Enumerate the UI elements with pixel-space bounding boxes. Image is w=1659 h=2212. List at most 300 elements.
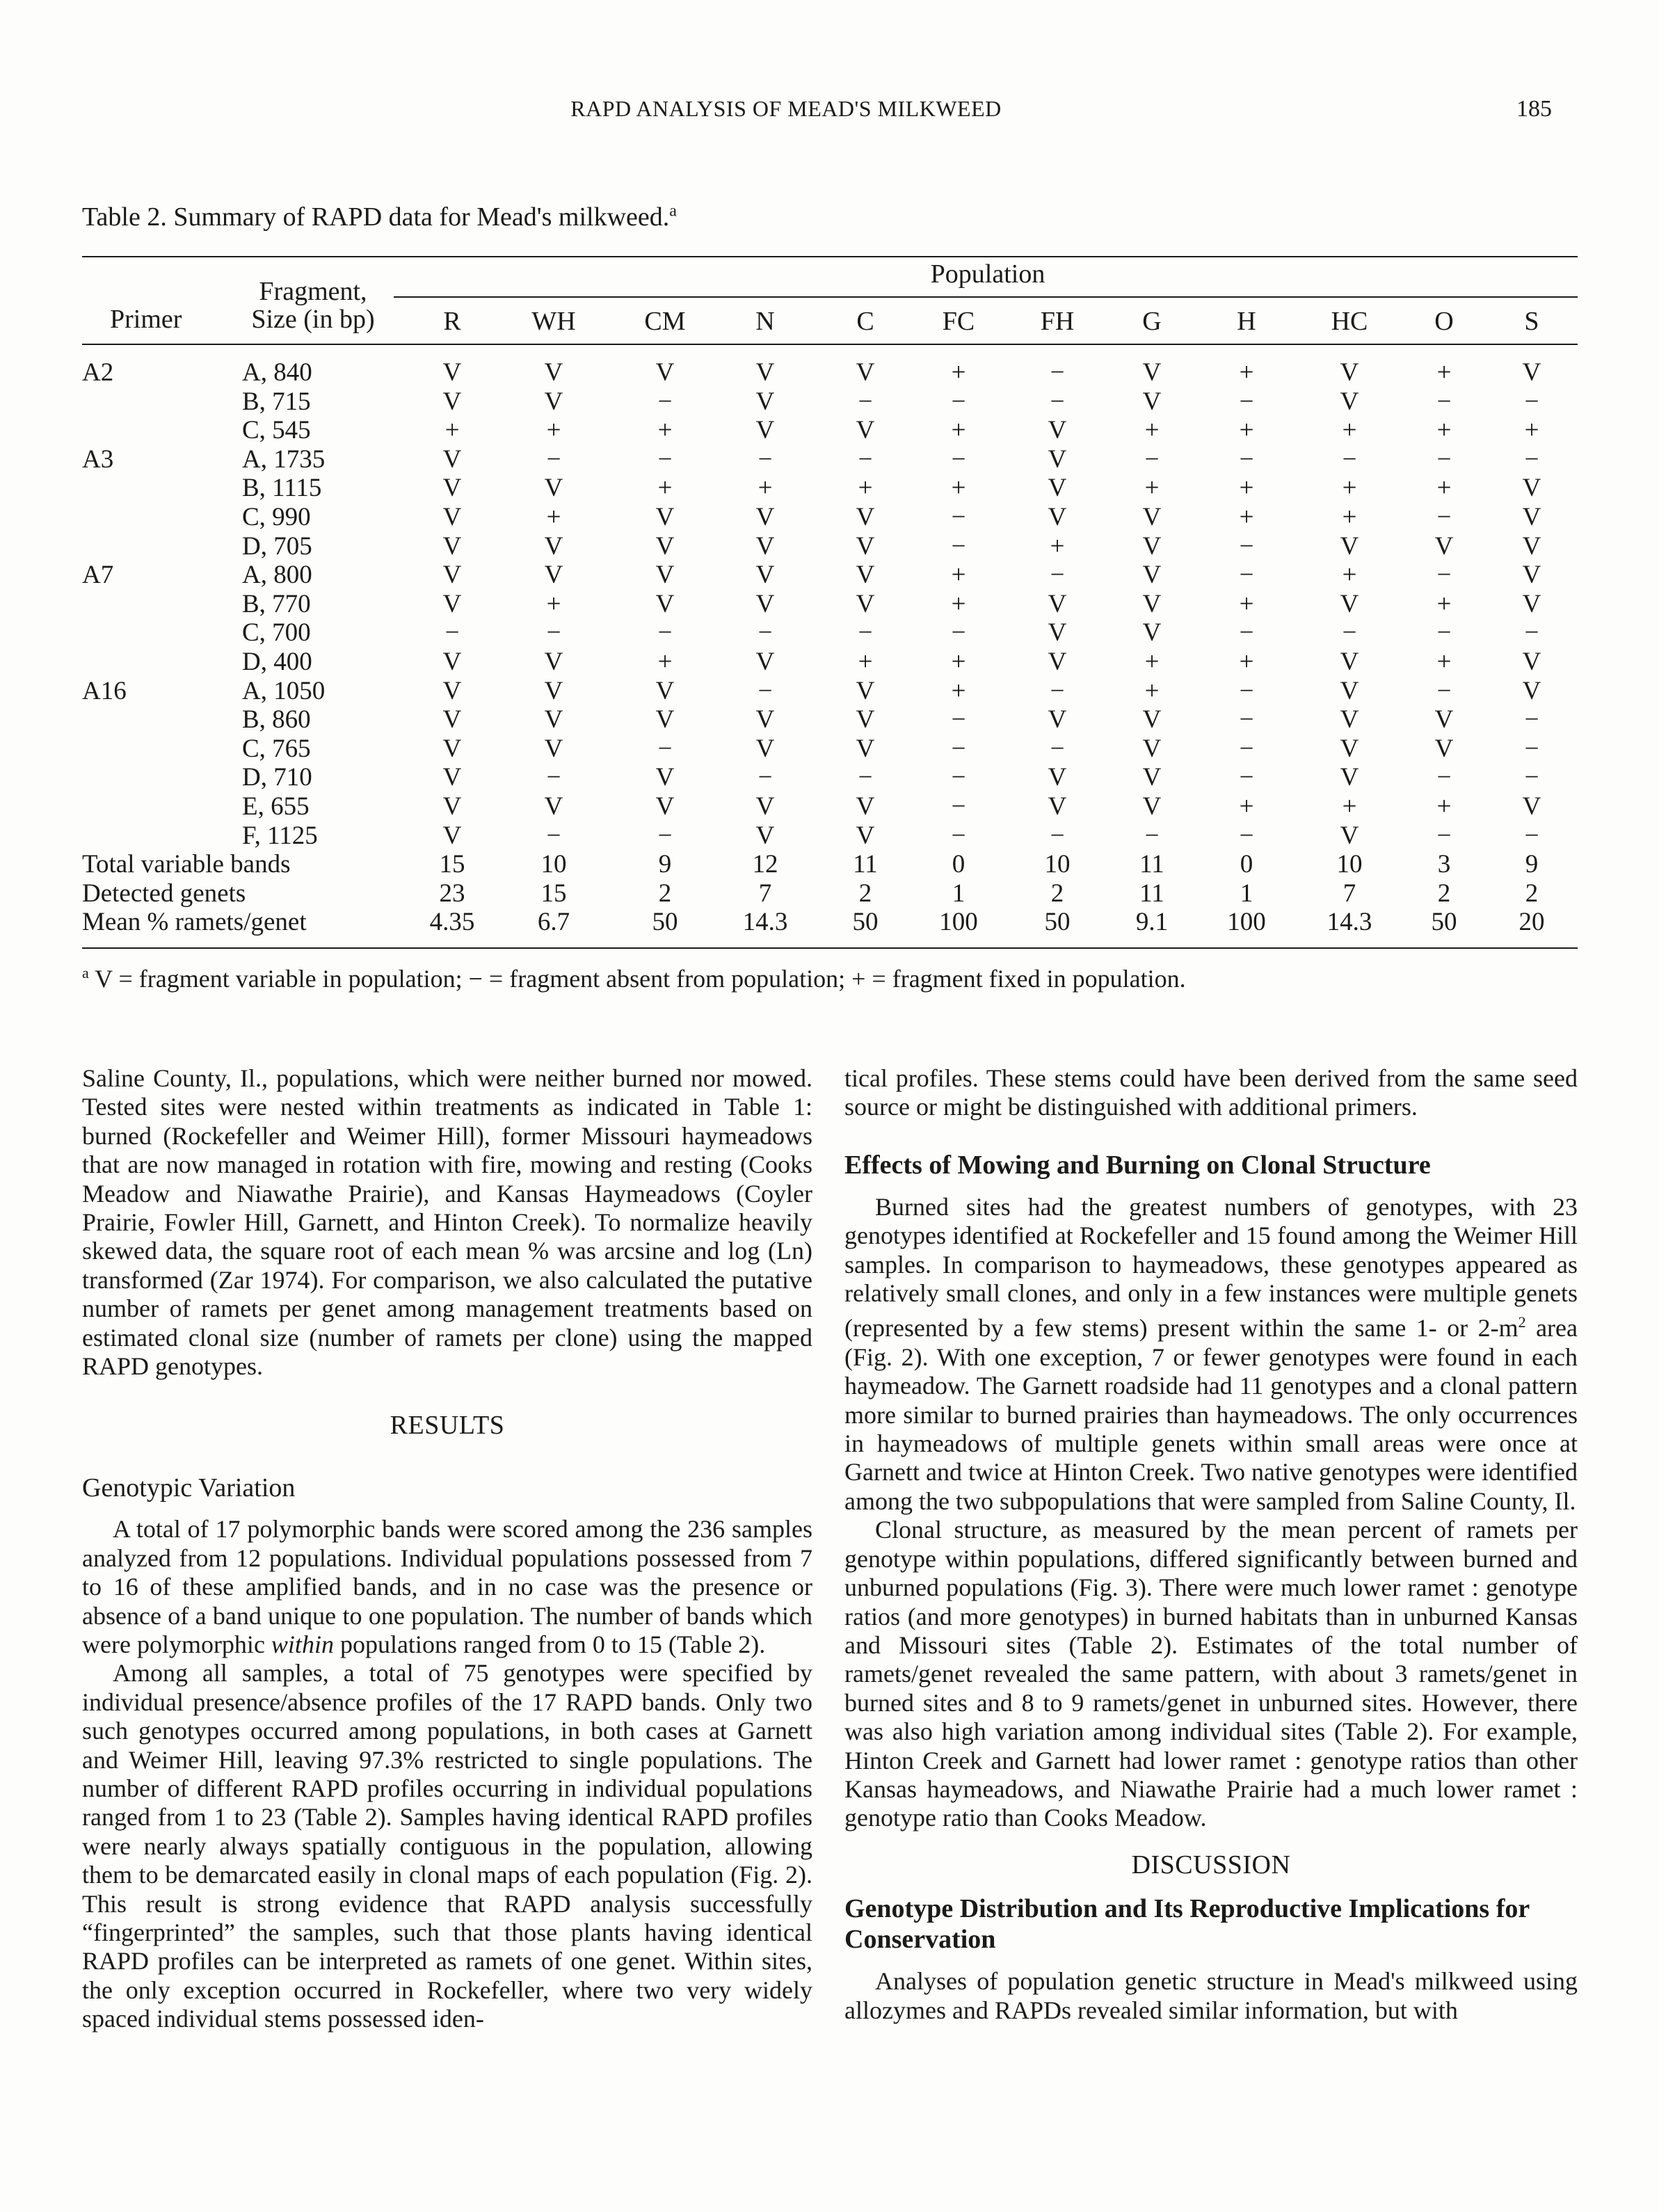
value-cell: +: [858, 647, 873, 676]
value-cell: V: [1434, 705, 1454, 735]
value-cell: V: [755, 705, 775, 735]
summary-row: [0, 879, 1659, 908]
value-cell: −: [1436, 763, 1452, 792]
value-cell: −: [657, 821, 673, 850]
value-cell: V: [1522, 531, 1541, 561]
value-cell: −: [1239, 676, 1254, 705]
value-cell: +: [1342, 416, 1357, 445]
value-cell: +: [1436, 474, 1452, 503]
paragraph: tical profiles. These stems could have been derived from the same seed source or might be distinguished with additional primers.: [844, 1064, 1578, 1121]
fragment-header-line1: Fragment,: [259, 277, 367, 306]
value-cell: −: [1524, 444, 1539, 474]
value-cell: V: [544, 531, 563, 561]
value-cell: +: [1342, 561, 1357, 590]
population-header-cell: H: [1237, 307, 1256, 336]
value-cell: V: [442, 444, 462, 474]
table-row: [0, 763, 1659, 792]
paragraph: A total of 17 polymorphic bands were scored among the 236 samples analyzed from 12 populations. Individual populations possessed from 7 to 16 of these amplified bands, and in no case was the presence or absence of a band unique to one population. The number of bands which were polymorphic within populations ranged from 0 to 15 (Table 2).: [82, 1515, 812, 1658]
summary-value-cell: 11: [853, 850, 878, 879]
value-cell: −: [1436, 618, 1452, 648]
value-cell: −: [657, 444, 673, 474]
population-underline: [394, 296, 1578, 298]
fragment-cell: C, 700: [242, 618, 311, 648]
summary-value-cell: 7: [758, 879, 772, 908]
value-cell: V: [1522, 561, 1541, 590]
primer-cell: A2: [82, 358, 114, 387]
value-cell: +: [1342, 792, 1357, 821]
value-cell: V: [856, 821, 875, 850]
effects-heading: Effects of Mowing and Burning on Clonal Structure: [844, 1150, 1431, 1180]
value-cell: V: [755, 792, 775, 821]
value-cell: V: [1048, 618, 1067, 648]
value-cell: V: [755, 387, 775, 416]
value-cell: V: [856, 705, 875, 735]
value-cell: −: [1050, 676, 1065, 705]
value-cell: V: [1048, 416, 1067, 445]
paragraph: Clonal structure, as measured by the mean percent of ramets per genotype within populations, differed significantly between burned and unburned populations (Fig. 3). There were much lower ramet : genotype ratios (and more genotypes) in burned habitats than in unburned Kansas and Missouri sites (Table 2). Estimates of the total number of ramets/genet revealed the same pattern, with about 3 ramets/genet in burned sites and 8 to 9 ramets/genet in unburned sites. However, there was also high variation among individual sites (Table 2). For example, Hinton Creek and Garnett had lower ramet : genotype ratios than other Kansas haymeadows, and Niawathe Prairie had a much lower ramet : genotype ratio than Cooks Meadow.: [844, 1516, 1578, 1832]
population-header-cell: N: [755, 307, 775, 336]
summary-value-cell: 100: [939, 908, 978, 937]
summary-value-cell: 50: [1044, 908, 1071, 937]
summary-value-cell: 15: [540, 879, 567, 908]
value-cell: V: [442, 531, 462, 561]
fragment-cell: D, 710: [242, 763, 312, 792]
primer-header: Primer: [110, 305, 182, 334]
value-cell: V: [655, 705, 675, 735]
summary-value-cell: 10: [540, 850, 567, 879]
value-cell: +: [1436, 416, 1452, 445]
value-cell: +: [657, 647, 673, 676]
population-header-cell: C: [856, 307, 874, 336]
value-cell: V: [655, 589, 675, 618]
summary-label: Total variable bands: [82, 850, 291, 879]
value-cell: V: [1142, 618, 1162, 648]
summary-value-cell: 14.3: [1327, 908, 1372, 937]
value-cell: +: [951, 647, 966, 676]
value-cell: −: [1436, 821, 1452, 850]
value-cell: +: [1436, 792, 1452, 821]
population-header-cell: FC: [942, 307, 975, 336]
value-cell: +: [1050, 531, 1065, 561]
value-cell: V: [856, 416, 875, 445]
value-cell: V: [442, 763, 462, 792]
population-header-cell: G: [1142, 307, 1162, 336]
table-row: [0, 358, 1659, 387]
genotypic-variation-heading: Genotypic Variation: [82, 1473, 296, 1502]
value-cell: −: [1524, 821, 1539, 850]
value-cell: V: [1142, 387, 1162, 416]
value-cell: −: [951, 387, 966, 416]
value-cell: V: [442, 821, 462, 850]
value-cell: V: [856, 531, 875, 561]
value-cell: +: [858, 474, 873, 503]
value-cell: V: [755, 821, 775, 850]
fragment-cell: B, 770: [242, 589, 311, 618]
value-cell: −: [1524, 763, 1539, 792]
value-cell: −: [1524, 618, 1539, 648]
summary-value-cell: 9: [1525, 850, 1539, 879]
value-cell: V: [655, 763, 675, 792]
value-cell: −: [1239, 531, 1254, 561]
paragraph: Among all samples, a total of 75 genotypes were specified by individual presence/absence profiles of the 17 RAPD bands. Only two such genotypes occurred among populations, in both cases at Garnett and Weimer Hill, leaving 97.3% restricted to single populations. The number of different RAPD profiles occurring in individual populations ranged from 1 to 23 (Table 2). Samples having identical RAPD profiles were nearly always spatially contiguous in the population, allowing them to be demarcated easily in clonal maps of each population (Fig. 2). This result is strong evidence that RAPD analysis successfully “fingerprinted” the samples, such that those plants having identical RAPD profiles can be interpreted as ramets of one genet. Within sites, the only exception occurred in Rockefeller, where two very widely spaced individual stems possessed iden-: [82, 1659, 812, 2033]
population-header-cell: S: [1524, 307, 1539, 336]
value-cell: −: [951, 618, 966, 648]
fragment-cell: D, 705: [242, 531, 312, 561]
value-cell: +: [657, 474, 673, 503]
summary-value-cell: 15: [439, 850, 465, 879]
value-cell: −: [1239, 705, 1254, 735]
summary-value-cell: 11: [1139, 850, 1164, 879]
value-cell: V: [1340, 676, 1359, 705]
value-cell: V: [655, 502, 675, 531]
value-cell: V: [1048, 705, 1067, 735]
value-cell: V: [442, 589, 462, 618]
value-cell: −: [1239, 561, 1254, 590]
primer-cell: A3: [82, 444, 114, 474]
value-cell: V: [755, 502, 775, 531]
value-cell: V: [1142, 763, 1162, 792]
table-row: [0, 590, 1659, 619]
value-cell: V: [544, 734, 563, 763]
summary-value-cell: 2: [658, 879, 672, 908]
value-cell: −: [858, 763, 873, 792]
value-cell: V: [1522, 676, 1541, 705]
results-heading: RESULTS: [390, 1411, 505, 1441]
value-cell: −: [1524, 705, 1539, 735]
table-row: [0, 474, 1659, 503]
fragment-cell: F, 1125: [242, 821, 318, 850]
summary-value-cell: 0: [1240, 850, 1253, 879]
value-cell: V: [442, 734, 462, 763]
value-cell: V: [1340, 647, 1359, 676]
value-cell: V: [1048, 502, 1067, 531]
summary-value-cell: 11: [1139, 879, 1164, 908]
value-cell: V: [655, 358, 675, 387]
value-cell: −: [1050, 734, 1065, 763]
value-cell: V: [544, 792, 563, 821]
fragment-cell: B, 860: [242, 705, 311, 735]
left-column: [82, 1064, 812, 2034]
value-cell: V: [1522, 502, 1541, 531]
right-column: [844, 1064, 1578, 2025]
table-row: [0, 705, 1659, 735]
value-cell: −: [1239, 387, 1254, 416]
value-cell: V: [1048, 792, 1067, 821]
value-cell: V: [1142, 358, 1162, 387]
value-cell: −: [758, 676, 773, 705]
value-cell: −: [1342, 618, 1357, 648]
value-cell: −: [858, 387, 873, 416]
summary-row: [0, 908, 1659, 937]
value-cell: −: [1144, 821, 1160, 850]
value-cell: +: [1144, 647, 1160, 676]
value-cell: −: [657, 618, 673, 648]
paragraph: Analyses of population genetic structure in Mead's milkweed using allozymes and RAPDs revealed similar information, but with: [844, 1967, 1578, 2024]
primer-cell: A7: [82, 561, 114, 590]
value-cell: −: [1436, 561, 1452, 590]
fragment-cell: A, 1735: [242, 444, 326, 474]
value-cell: V: [655, 676, 675, 705]
fragment-cell: B, 715: [242, 387, 311, 416]
table-row: [0, 532, 1659, 561]
value-cell: V: [1048, 763, 1067, 792]
value-cell: V: [1522, 358, 1541, 387]
summary-value-cell: 20: [1518, 908, 1545, 937]
value-cell: −: [1144, 444, 1160, 474]
value-cell: +: [951, 474, 966, 503]
genotype-distribution-heading: Genotype Distribution and Its Reproductive Implications for Conservation: [844, 1894, 1530, 1955]
value-cell: V: [1048, 444, 1067, 474]
value-cell: V: [856, 358, 875, 387]
value-cell: V: [856, 734, 875, 763]
value-cell: +: [951, 358, 966, 387]
value-cell: −: [1342, 444, 1357, 474]
value-cell: V: [655, 561, 675, 590]
caption-footnote-marker: a: [669, 202, 677, 221]
value-cell: V: [442, 561, 462, 590]
value-cell: V: [755, 589, 775, 618]
value-cell: V: [1048, 647, 1067, 676]
value-cell: V: [856, 676, 875, 705]
table-body: [0, 358, 1659, 937]
value-cell: V: [755, 647, 775, 676]
value-cell: V: [755, 561, 775, 590]
summary-value-cell: 7: [1343, 879, 1356, 908]
summary-value-cell: 23: [439, 879, 465, 908]
value-cell: V: [1522, 474, 1541, 503]
value-cell: −: [546, 763, 561, 792]
summary-value-cell: 9.1: [1135, 908, 1169, 937]
value-cell: −: [444, 618, 460, 648]
value-cell: −: [758, 444, 773, 474]
value-cell: V: [1522, 647, 1541, 676]
value-cell: −: [951, 821, 966, 850]
value-cell: −: [758, 763, 773, 792]
value-cell: V: [1142, 561, 1162, 590]
value-cell: V: [655, 792, 675, 821]
value-cell: −: [1050, 358, 1065, 387]
value-cell: +: [546, 416, 561, 445]
table-row: [0, 677, 1659, 706]
fragment-cell: D, 400: [242, 647, 312, 676]
value-cell: V: [442, 474, 462, 503]
value-cell: +: [1239, 416, 1254, 445]
value-cell: +: [951, 589, 966, 618]
summary-value-cell: 50: [652, 908, 678, 937]
table-footnote: $^a$ V = fragment variable in population; − = fragment absent from population; + = fragment fixed in population.: [82, 964, 1186, 993]
footnote-marker: a: [82, 964, 89, 981]
table-row: [0, 735, 1659, 764]
value-cell: V: [1434, 531, 1454, 561]
value-cell: V: [1340, 531, 1359, 561]
table-row: [0, 416, 1659, 445]
value-cell: +: [1144, 416, 1160, 445]
value-cell: V: [1142, 792, 1162, 821]
value-cell: −: [1436, 502, 1452, 531]
value-cell: +: [1144, 676, 1160, 705]
summary-row: [0, 850, 1659, 879]
value-cell: −: [1436, 676, 1452, 705]
summary-label: Mean % ramets/genet: [82, 908, 307, 937]
summary-value-cell: 10: [1336, 850, 1363, 879]
summary-value-cell: 3: [1437, 850, 1451, 879]
population-header-cell: HC: [1331, 307, 1368, 336]
table-row: [0, 618, 1659, 648]
table-caption: Table 2. Summary of RAPD data for Mead's milkweed.$^a$: [82, 202, 677, 232]
value-cell: V: [856, 561, 875, 590]
summary-value-cell: 2: [1437, 879, 1451, 908]
value-cell: −: [1524, 387, 1539, 416]
value-cell: −: [858, 618, 873, 648]
value-cell: V: [544, 676, 563, 705]
fragment-cell: C, 545: [242, 416, 311, 445]
value-cell: V: [442, 647, 462, 676]
fragment-cell: A, 1050: [242, 676, 326, 705]
value-cell: V: [856, 589, 875, 618]
value-cell: −: [1050, 387, 1065, 416]
value-cell: +: [546, 502, 561, 531]
value-cell: V: [1522, 792, 1541, 821]
summary-value-cell: 1: [952, 879, 965, 908]
value-cell: +: [1239, 647, 1254, 676]
value-cell: −: [951, 763, 966, 792]
value-cell: V: [442, 387, 462, 416]
value-cell: V: [1340, 734, 1359, 763]
value-cell: −: [1239, 734, 1254, 763]
value-cell: V: [1340, 589, 1359, 618]
value-cell: V: [442, 792, 462, 821]
value-cell: +: [657, 416, 673, 445]
value-cell: +: [1239, 589, 1254, 618]
value-cell: V: [1142, 502, 1162, 531]
value-cell: V: [856, 502, 875, 531]
value-cell: V: [544, 561, 563, 590]
value-cell: V: [1340, 821, 1359, 850]
table-bottom-rule: [82, 947, 1578, 949]
summary-value-cell: 0: [952, 850, 965, 879]
table-row: [0, 792, 1659, 822]
value-cell: +: [1436, 647, 1452, 676]
value-cell: V: [442, 358, 462, 387]
value-cell: V: [1340, 763, 1359, 792]
summary-value-cell: 14.3: [742, 908, 788, 937]
value-cell: −: [1239, 763, 1254, 792]
table-top-rule: [82, 256, 1578, 257]
table-row: [0, 822, 1659, 851]
value-cell: V: [1340, 358, 1359, 387]
table-row: [0, 387, 1659, 417]
value-cell: V: [1434, 734, 1454, 763]
value-cell: −: [1050, 821, 1065, 850]
fragment-cell: A, 800: [242, 561, 312, 590]
value-cell: −: [1524, 734, 1539, 763]
value-cell: V: [1522, 589, 1541, 618]
value-cell: V: [544, 358, 563, 387]
value-cell: V: [755, 416, 775, 445]
value-cell: −: [758, 618, 773, 648]
value-cell: V: [544, 705, 563, 735]
discussion-heading: DISCUSSION: [1131, 1850, 1291, 1880]
value-cell: −: [951, 734, 966, 763]
summary-value-cell: 1: [1240, 879, 1253, 908]
paragraph: Saline County, Il., populations, which were neither burned nor mowed. Tested sites were nested within treatments as indicated in Table 1: burned (Rockefeller and Weimer Hill), former Missouri haymeadows that are now managed in rotation with fire, mowing and resting (Cooks Meadow and Niawathe Prairie), and Kansas Haymeadows (Coyler Prairie, Fowler Hill, Garnett, and Hinton Creek). To normalize heavily skewed data, the square root of each mean % was arcsine and log (Ln) transformed (Zar 1974). For comparison, we also calculated the putative number of ramets per genet among management treatments based on estimated clonal size (number of ramets per clone) using the mapped RAPD genotypes.: [82, 1064, 812, 1381]
value-cell: −: [546, 444, 561, 474]
value-cell: −: [657, 387, 673, 416]
value-cell: V: [1340, 705, 1359, 735]
value-cell: V: [856, 792, 875, 821]
value-cell: +: [758, 474, 773, 503]
value-cell: −: [1239, 618, 1254, 648]
value-cell: +: [1342, 474, 1357, 503]
value-cell: +: [546, 589, 561, 618]
summary-value-cell: 10: [1044, 850, 1071, 879]
primer-cell: A16: [82, 676, 127, 705]
page-number: 185: [1516, 96, 1552, 122]
value-cell: +: [951, 561, 966, 590]
value-cell: V: [755, 358, 775, 387]
summary-value-cell: 50: [1431, 908, 1457, 937]
summary-value-cell: 2: [1525, 879, 1539, 908]
summary-value-cell: 2: [1050, 879, 1064, 908]
paragraph: Burned sites had the greatest numbers of genotypes, with 23 genotypes identified at Rockefeller and 15 found among the Weimer Hill samples. In comparison to haymeadows, these genotypes appeared as relatively small clones, and only in a few instances were multiple genets (represented by a few stems) present within the same 1- or $2-m^2$ area (Fig. 2). With one exception, 7 or fewer genotypes were found in each haymeadow. The Garnett roadside had 11 genotypes and a clonal pattern more similar to burned prairies than haymeadows. The only occurrences in haymeadows of multiple genets within small areas were once at Garnett and twice at Hinton Creek. Two native genotypes were identified among the two subpopulations that were sampled from Saline County, Il.: [844, 1192, 1578, 1515]
value-cell: −: [1050, 561, 1065, 590]
value-cell: −: [951, 444, 966, 474]
value-cell: −: [546, 821, 561, 850]
value-cell: −: [657, 734, 673, 763]
table-row: [0, 561, 1659, 590]
value-cell: −: [951, 531, 966, 561]
value-cell: −: [951, 792, 966, 821]
value-cell: V: [544, 387, 563, 416]
value-cell: +: [444, 416, 460, 445]
value-cell: V: [755, 531, 775, 561]
value-cell: −: [1239, 821, 1254, 850]
value-cell: +: [1239, 792, 1254, 821]
value-cell: V: [1142, 531, 1162, 561]
summary-value-cell: 2: [858, 879, 872, 908]
value-cell: V: [755, 734, 775, 763]
fragment-header-line2: Size (in bp): [251, 305, 375, 334]
value-cell: +: [1239, 502, 1254, 531]
summary-label: Detected genets: [82, 879, 246, 908]
value-cell: −: [546, 618, 561, 648]
running-title: RAPD ANALYSIS OF MEAD'S MILKWEED: [570, 96, 1002, 121]
value-cell: +: [951, 416, 966, 445]
value-cell: −: [1436, 387, 1452, 416]
value-cell: +: [1239, 474, 1254, 503]
population-header-cell: R: [443, 307, 461, 336]
value-cell: V: [1048, 589, 1067, 618]
value-cell: V: [544, 474, 563, 503]
value-cell: −: [858, 444, 873, 474]
summary-value-cell: 100: [1227, 908, 1266, 937]
value-cell: V: [442, 676, 462, 705]
value-cell: +: [1436, 358, 1452, 387]
summary-value-cell: 4.35: [429, 908, 475, 937]
fragment-cell: C, 765: [242, 734, 311, 763]
summary-value-cell: 6.7: [537, 908, 570, 937]
value-cell: V: [442, 705, 462, 735]
fragment-cell: E, 655: [242, 792, 310, 821]
value-cell: V: [1142, 734, 1162, 763]
table-row: [0, 445, 1659, 474]
fragment-cell: C, 990: [242, 502, 311, 531]
population-header: Population: [930, 259, 1045, 289]
value-cell: −: [951, 705, 966, 735]
table-row: [0, 503, 1659, 532]
value-cell: V: [442, 502, 462, 531]
value-cell: V: [544, 647, 563, 676]
